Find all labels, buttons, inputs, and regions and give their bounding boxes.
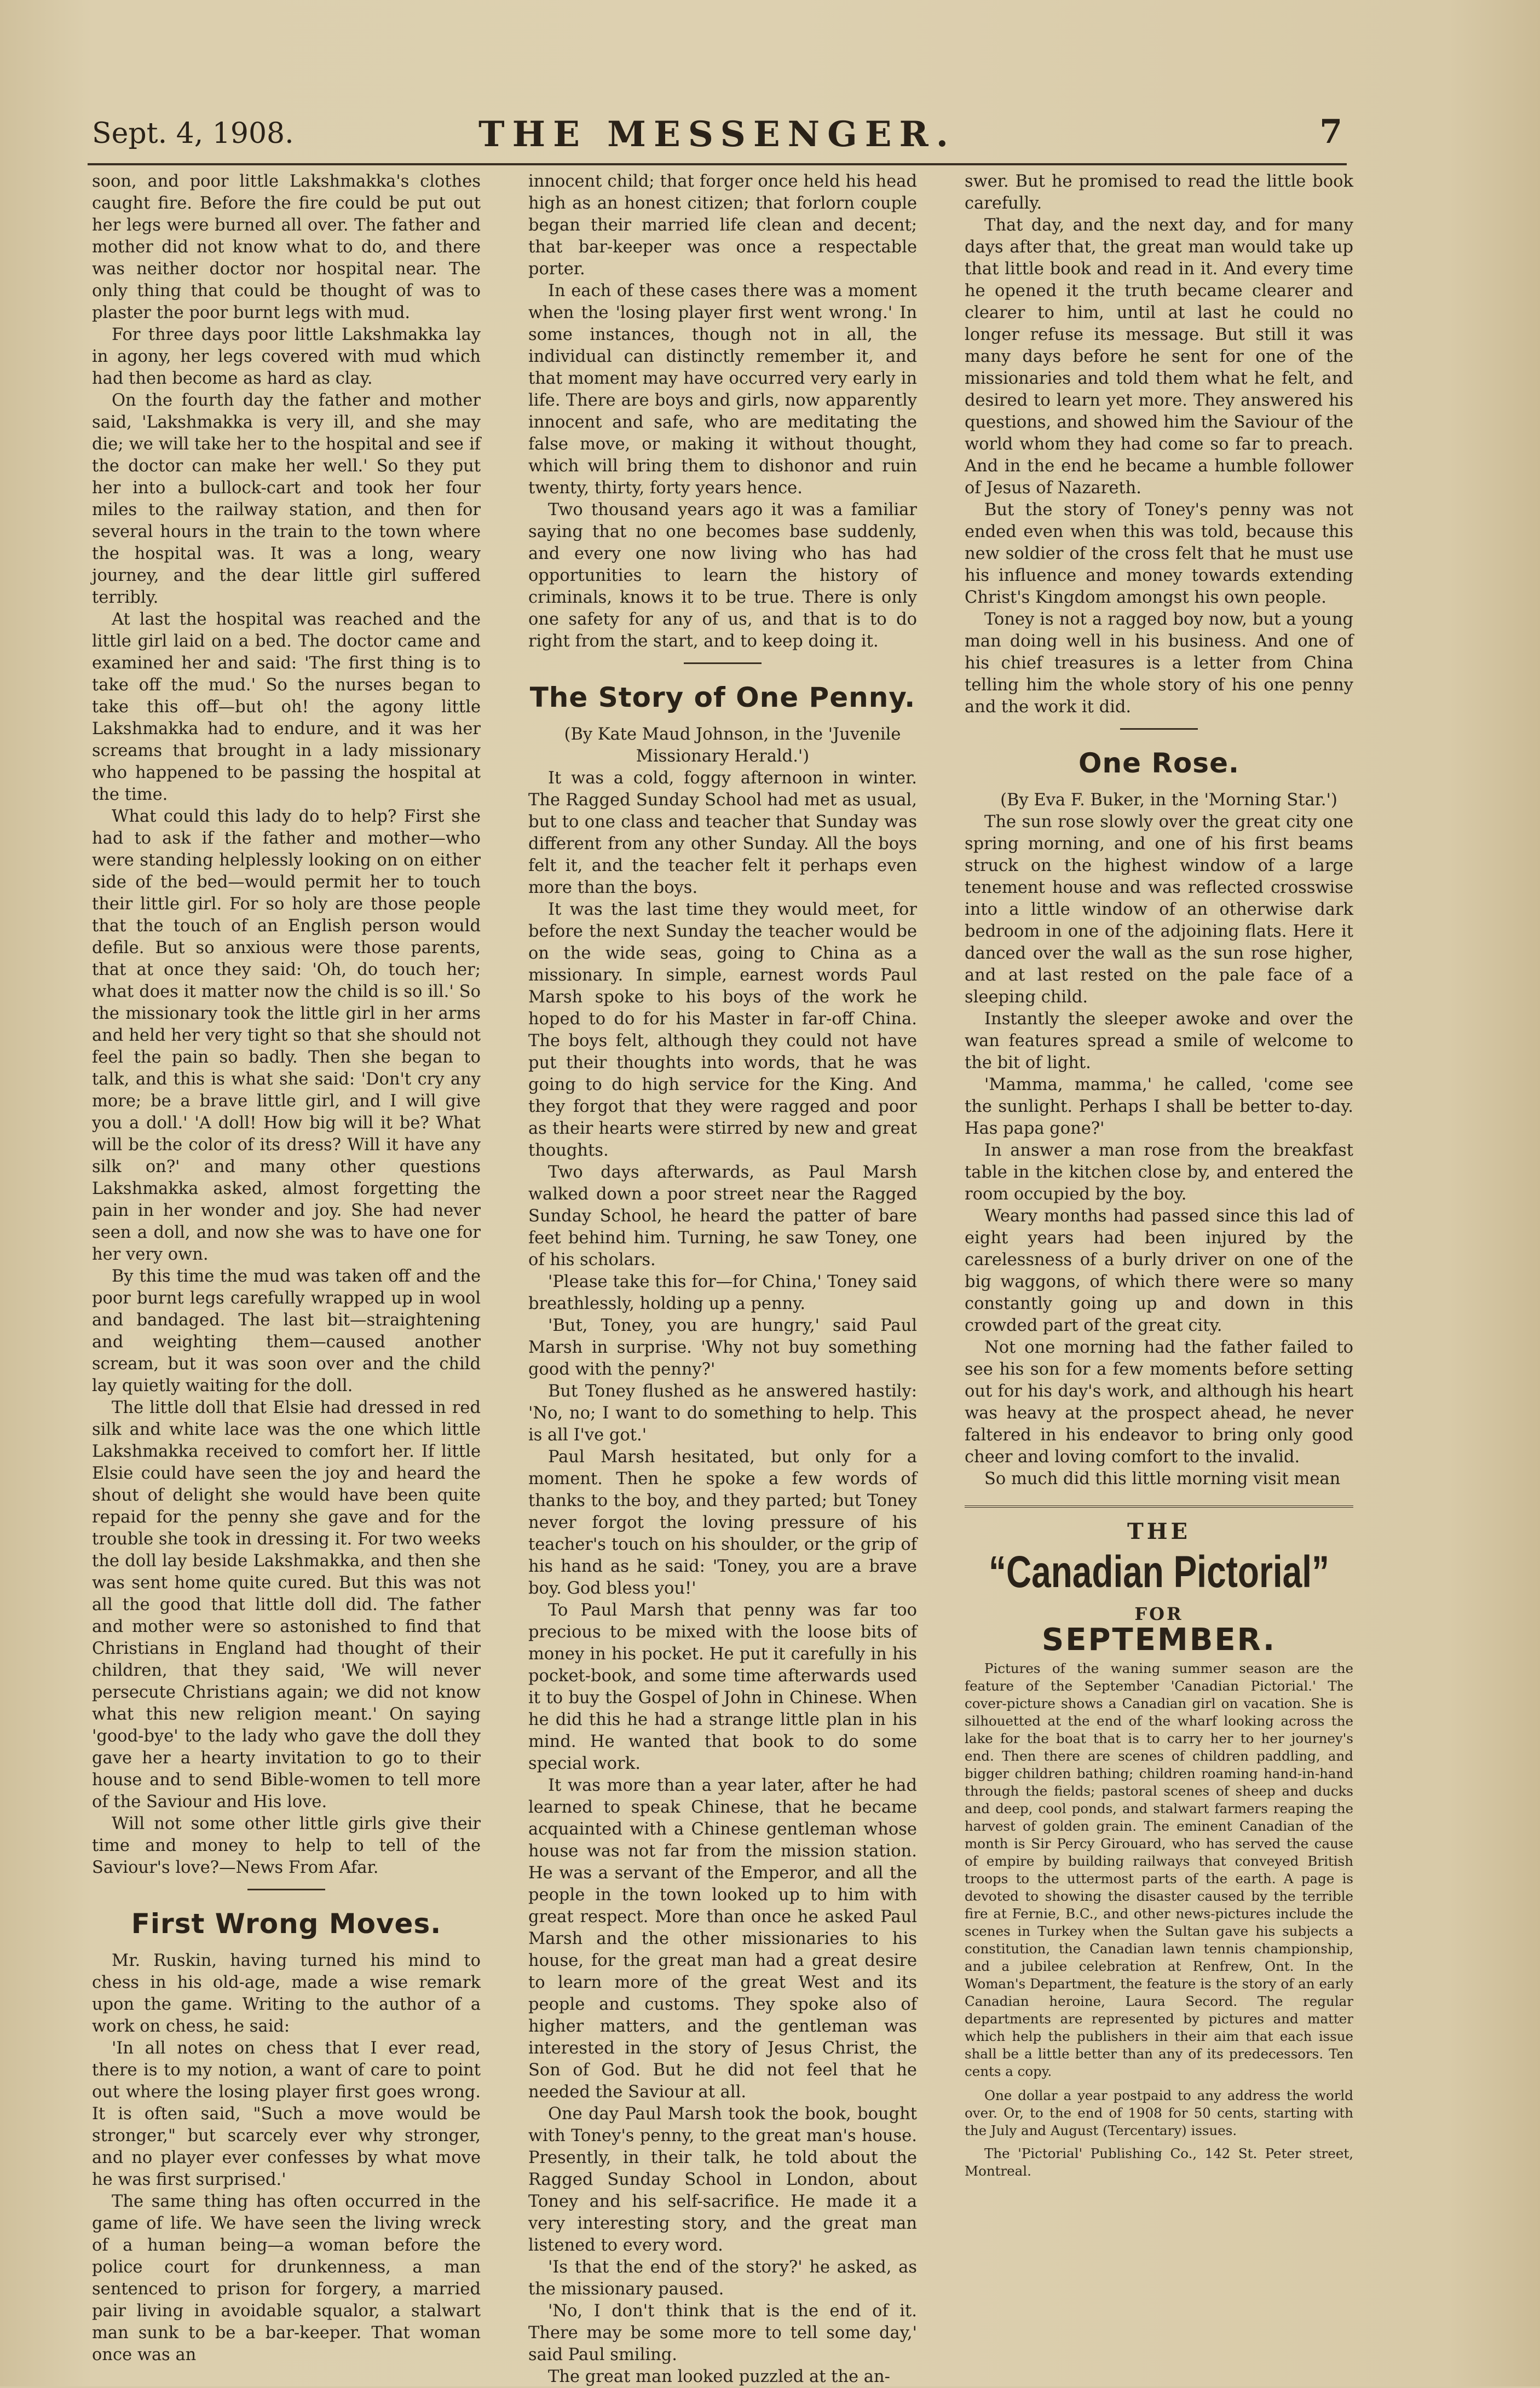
paragraph: It was a cold, foggy afternoon in winter. The Ragged Sunday School had met as usual, but to one class and teacher that Sunday was different from any other Sunday. All the boys felt it, and the teacher felt it perhaps even more than the boys.	[528, 769, 917, 897]
paragraph: It was the last time they would meet, for before the next Sunday the teacher would be on the wide seas, going to China as a missionary. In simple, earnest words Paul Marsh spoke to his boys of the work he hoped to do for his Master in far-off China. The boys felt, although they could not have put their thoughts into words, that he was going to do high service for the King. And they forgot that they were ragged and poor as their hearts were stirred by new and great thoughts.	[528, 900, 917, 1160]
paragraph: swer. But he promised to read the little book carefully.	[965, 172, 1353, 213]
masthead-rule	[88, 163, 1347, 165]
advertisement	[965, 1506, 1353, 2180]
ad-month: SEPTEMBER.	[1041, 1622, 1277, 1658]
byline: (By Eva F. Buker, in the 'Morning Star.')	[1000, 791, 1337, 810]
paragraph: By this time the mud was taken off and the poor burnt legs carefully wrapped up in wool and bandaged. The last bit—straightening and weighting them—caused another scream, but it was soon over and the child lay quietly waiting for the doll.	[92, 1267, 481, 1395]
paragraph: The sun rose slowly over the great city one spring morning, and one of his first beams struck on the highest window of a large tenement house and was reflected crosswise into a little window of an otherwise dark bedroom in one of the adjoining flats. Here it danced over the wall as the sun rose higher, and at last rested on the pale face of a sleeping child.	[965, 812, 1353, 1007]
paragraph: Will not some other little girls give their time and money to help to tell of the Saviour's love?—News From Afar.	[92, 1814, 481, 1877]
article-heading: First Wrong Moves.	[131, 1908, 442, 1940]
paragraph: What could this lady do to help? First she had to ask if the father and mother—who were standing helplessly looking on on either side of the bed—would permit her to touch their little girl. For so holy are those people that the touch of an English person would defile. But so anxious were those parents, that at once they said: 'Oh, do touch her; what does it matter now the child is so ill.' So the missionary took the little girl in her arms and held her very tight so that she should not feel the pain so badly. Then she began to talk, and this is what she said: 'Don't cry any more; be a brave little girl, and I will give you a doll.' 'A doll! How big will it be? What will be the color of its dress? Will it have any silk on?' and many other questions Lakshmakka asked, almost forgetting the pain in her wonder and joy. She had never seen a doll, and now she was to have one for her very own.	[92, 807, 481, 1264]
paragraph: For three days poor little Lakshmakka lay in agony, her legs covered with mud which had then become as hard as clay.	[92, 325, 481, 388]
ad-for: FOR	[1134, 1603, 1184, 1624]
paragraph: innocent child; that forger once held his head high as an honest citizen; that forlorn couple began their married life clean and decent; that bar-keeper was once a respectable porter.	[528, 172, 917, 279]
ad-publisher: The 'Pictorial' Publishing Co., 142 St. Peter street, Montreal.	[965, 2145, 1353, 2179]
paragraph: The great man looked puzzled at the an-	[548, 2367, 890, 2386]
paragraph: The same thing has often occurred in the game of life. We have seen the living wreck of a human being—a woman before the police court for drunkenness, a man sentenced to prison for forgery, a married pair living in avoidable squalor, a stalwart man sunk to be a bar-keeper. That woman once was an	[92, 2192, 481, 2364]
paragraph: 'In all notes on chess that I ever read, there is to my notion, a want of care to point out where the losing player first goes wrong. It is often said, "Such a move would be stronger," but scarcely ever why stronger, and no player ever confesses by what move he was first surprised.'	[92, 2039, 481, 2189]
paragraph: So much did this little morning visit mean	[984, 1469, 1341, 1489]
paragraph: Two thousand years ago it was a familiar saying that no one becomes base suddenly, and every one now living who has had opportunities to learn the history of criminals, knows it to be true. There is only one safety for any of us, and that is to do right from the start, and to keep doing it.	[528, 500, 917, 651]
paragraph: Mr. Ruskin, having turned his mind to chess in his old-age, made a wise remark upon the game. Writing to the author of a work on chess, he said:	[92, 1951, 481, 2036]
column-3	[965, 171, 1353, 2180]
section-divider	[965, 726, 1353, 731]
page-number: 7	[1319, 113, 1342, 151]
article-heading: One Rose.	[1078, 747, 1239, 779]
paragraph: Paul Marsh hesitated, but only for a moment. Then he spoke a few words of thanks to the boy, and they parted; but Toney never forgot the loving pressure of his teacher's touch on his shoulder, or the grip of his hand as he said: 'Toney, you are a brave boy. God bless you!'	[528, 1447, 917, 1598]
issue-date: Sept. 4, 1908.	[92, 117, 294, 150]
paragraph: Instantly the sleeper awoke and over the wan features spread a smile of welcome to the bit of light.	[965, 1010, 1353, 1072]
section-divider	[92, 1887, 481, 1892]
paragraph: But the story of Toney's penny was not ended even when this was told, because this new soldier of the cross felt that he must use his influence and money towards extending Christ's Kingdom amongst his own people.	[965, 500, 1353, 607]
paragraph: At last the hospital was reached and the little girl laid on a bed. The doctor came and examined her and said: 'The first thing is to take off the mud.' So the nurses began to take this off—but oh! the agony little Lakshmakka had to endure, and it was her screams that brought in a lady missionary who happened to be passing the hospital at the time.	[92, 610, 481, 804]
paragraph: It was more than a year later, after he had learned to speak Chinese, that he became acquainted with a Chinese gentleman whose house was not far from the mission station. He was a servant of the Emperor, and all the people in the town looked up to him with great respect. More than once he asked Paul Marsh and the other missionaries to his house, for the great man had a great desire to learn more of the great West and its people and customs. They spoke also of higher matters, and the gentleman was interested in the story of Jesus Christ, the Son of God. But he did not feel that he needed the Saviour at all.	[528, 1776, 917, 2102]
paragraph: The little doll that Elsie had dressed in red silk and white lace was the one which little Lakshmakka received to comfort her. If little Elsie could have seen the joy and heard the shout of delight she would have been quite repaid for the penny she gave and for the trouble she took in dressing it. For two weeks the doll lay beside Lakshmakka, and then she was sent home quite cured. But this was not all the good that little doll did. The father and mother were so astonished to find that Christians in England had thought of their children, that they said, 'We will never persecute Christians again; we did not know what this new religion meant.' On saying 'good-bye' to the lady who gave the doll they gave her a hearty invitation to go to their house and to send Bible-women to tell more of the Saviour and His love.	[92, 1398, 481, 1812]
paragraph: Weary months had passed since this lad of eight years had been injured by the carelessness of a burly driver on one of the big waggons, of which there were so many constantly going up and down in this crowded part of the great city.	[965, 1207, 1353, 1335]
paragraph: On the fourth day the father and mother said, 'Lakshmakka is very ill, and she may die; we will take her to the hospital and see if the doctor can make her well.' So they put her into a bullock-cart and took her four miles to the railway station, and then for several hours in the train to the town where the hospital was. It was a long, weary journey, and the dear little girl suffered terribly.	[92, 391, 481, 607]
paragraph: 'But, Toney, you are hungry,' said Paul Marsh in surprise. 'Why not buy something good with the penny?'	[528, 1316, 917, 1379]
paragraph: But Toney flushed as he answered hastily: 'No, no; I want to do something to help. This is all I've got.'	[528, 1382, 917, 1445]
paragraph: In answer a man rose from the breakfast table in the kitchen close by, and entered the room occupied by the boy.	[965, 1141, 1353, 1204]
paragraph: soon, and poor little Lakshmakka's clothes caught fire. Before the fire could be put out her legs were burned all over. The father and mother did not know what to do, and there was neither doctor nor hospital near. The only thing that could be thought of was to plaster the poor burnt legs with mud.	[92, 172, 481, 322]
column-2	[528, 171, 917, 2388]
paragraph: In each of these cases there was a moment when the 'losing player first went wrong.' In some instances, though not in all, the individual can distinctly remember it, and that moment may have occurred very early in life. There are boys and girls, now apparently innocent and safe, who are meditating the false move, or making it without thought, which will bring them to dishonor and ruin twenty, thirty, forty years hence.	[528, 281, 917, 498]
article-heading: The Story of One Penny.	[529, 682, 916, 713]
ad-price: One dollar a year postpaid to any address the world over. Or, to the end of 1908 for 50 cents, starting with the July and August (Tercentary) issues.	[965, 2087, 1353, 2138]
paragraph: One day Paul Marsh took the book, bought with Toney's penny, to the great man's house. Presently, in their talk, he told about the Ragged Sunday School in London, about Toney and his self-sacrifice. He made it a very interesting story, and the great man listened to every word.	[528, 2104, 917, 2255]
paragraph: To Paul Marsh that penny was far too precious to be mixed with the loose bits of money in his pocket. He put it carefully in his pocket-book, and some time afterwards used it to buy the Gospel of John in Chinese. When he did this he had a strange little plan in his mind. He wanted that book to do some special work.	[528, 1601, 917, 1773]
paragraph: Not one morning had the father failed to see his son for a few moments before setting out for his day's work, and although his heart was heavy at the prospect ahead, he never faltered in his endeavor to bring only good cheer and loving comfort to the invalid.	[965, 1338, 1353, 1467]
masthead	[88, 109, 1347, 159]
column-1	[92, 171, 481, 2366]
ad-body: Pictures of the waning summer season are the feature of the September 'Canadian Pictorial.' The cover-picture shows a Canadian girl on vacation. She is silhouetted at the end of the wharf looking across the lake for the boat that is to carry her to her journey's end. Then there are scenes of children paddling, and bigger children bathing; children roaming hand-in-hand through the fields; pastoral scenes of sheep and ducks and deep, cool ponds, and stalwart farmers reaping the harvest of golden grain. The eminent Canadian of the month is Sir Percy Girouard, who has served the cause of empire by building railways that conveyed British troops to the uttermost parts of the earth. A page is devoted to showing the disaster caused by the terrible fire at Fernie, B.C., and other news-pictures include the scenes in Turkey when the Sultan gave his subjects a constitution, the Canadian lawn tennis championship, and a jubilee celebration at Renfrew, Ont. In the Woman's Department, the feature is the story of an early Canadian heroine, Laura Secord. The regular departments are represented by pictures and matter which help the publishers in their aim that each issue shall be a little better than any of its predecessors. Ten cents a copy.	[965, 1660, 1353, 2079]
section-divider	[528, 660, 917, 666]
ad-title: “Canadian Pictorial”	[988, 1547, 1329, 1597]
paragraph: 'No, I don't think that is the end of it. There may be some more to tell some day,' said Paul smiling.	[528, 2302, 917, 2364]
paragraph: 'Please take this for—for China,' Toney said breathlessly, holding up a penny.	[528, 1272, 917, 1313]
paragraph: Two days afterwards, as Paul Marsh walked down a poor street near the Ragged Sunday School, he heard the patter of bare feet behind him. Turning, he saw Toney, one of his scholars.	[528, 1163, 917, 1270]
ad-kicker: THE	[1127, 1519, 1191, 1544]
newspaper-title: THE MESSENGER.	[478, 114, 956, 155]
byline: (By Kate Maud Johnson, in the 'Juvenile Missionary Herald.')	[564, 725, 901, 766]
paragraph: 'Is that the end of the story?' he asked, as the missionary paused.	[528, 2258, 917, 2299]
paragraph: 'Mamma, mamma,' he called, 'come see the sunlight. Perhaps I shall be better to-day. Has papa gone?'	[965, 1075, 1353, 1138]
paragraph: Toney is not a ragged boy now, but a young man doing well in his business. And one of his chief treasures is a letter from China telling him the whole story of his one penny and the work it did.	[965, 610, 1353, 717]
paragraph: That day, and the next day, and for many days after that, the great man would take up that little book and read in it. And every time he opened it the truth became clearer and clearer to him, until at last he could no longer refuse its message. But still it was many days before he sent for one of the missionaries and told them what he felt, and desired to learn yet more. They answered his questions, and showed him the Saviour of the world whom they had come so far to preach. And in the end he became a humble follower of Jesus of Nazareth.	[965, 216, 1353, 498]
